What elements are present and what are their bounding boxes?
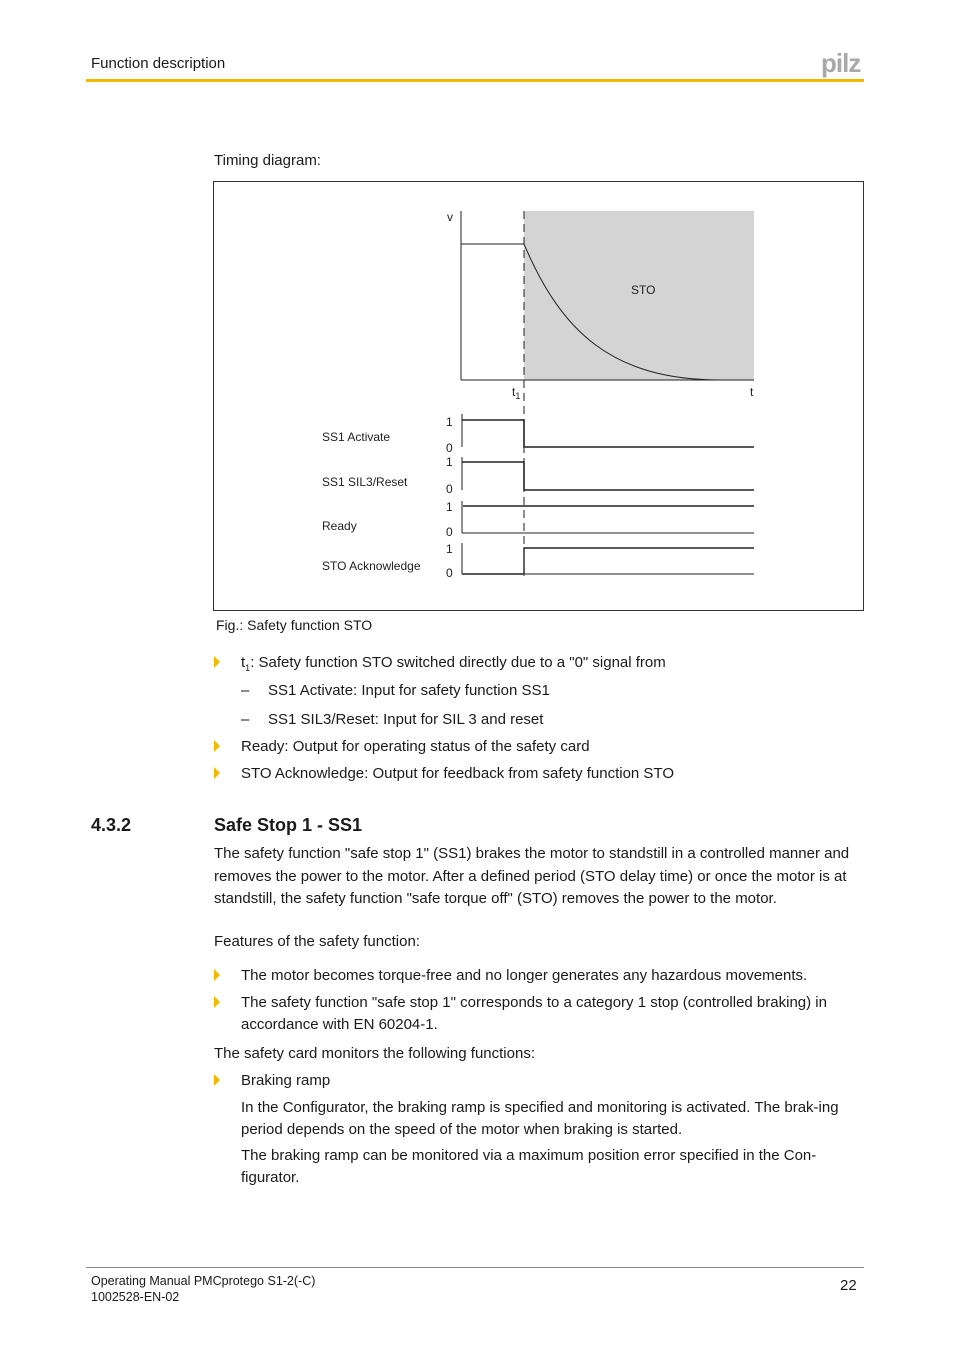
feature-item: The safety function "safe stop 1" corresponds to a category 1 stop (controlled braking) in accordance with EN 60204-1.: [241, 994, 827, 1033]
signal-label-ss1-activate: SS1 Activate: [322, 430, 391, 444]
header-title: Function description: [91, 55, 226, 72]
level-1-label: 1: [446, 455, 453, 469]
bullet-icon: [214, 969, 220, 981]
signal-sto-acknowledge: [462, 548, 754, 574]
pilz-logo: pilz: [821, 48, 861, 78]
timing-diagram-label: Timing diagram:: [214, 152, 321, 169]
list-item-t1: $t_1$: Safety function STO switched directly due to a "0" signal from: [241, 654, 666, 673]
bullet-icon: [214, 767, 220, 779]
signal-ss1-activate: [462, 420, 754, 447]
feature-item: The motor becomes torque-free and no longer generates any hazardous movements.: [241, 967, 808, 984]
bullet-icon: [214, 740, 220, 752]
sub-item: SS1 Activate: Input for safety function SS1: [268, 682, 550, 699]
sto-label: STO: [631, 283, 656, 297]
footer-doc-number: 1002528-EN-02: [91, 1290, 180, 1304]
level-0-label: 0: [446, 566, 453, 580]
monitors-label: The safety card monitors the following functions:: [214, 1045, 535, 1062]
monitor-paragraph: The braking ramp can be monitored via a maximum position error specified in the Con-figurator.: [241, 1147, 817, 1186]
signal-ss1-sil3-reset: [462, 462, 754, 490]
bullet-icon: [214, 1074, 220, 1086]
signal-label-ready: Ready: [322, 519, 357, 533]
section-number: 4.3.2: [91, 815, 132, 835]
signal-label-sto-acknowledge: STO Acknowledge: [322, 559, 421, 573]
list-item: Ready: Output for operating status of the safety card: [241, 738, 590, 755]
level-1-label: 1: [446, 415, 453, 429]
timing-diagram: [213, 181, 864, 611]
t1-label: $t_1$: [512, 385, 521, 401]
header-divider: [86, 79, 864, 82]
monitor-item: Braking ramp: [241, 1072, 331, 1089]
level-0-label: 0: [446, 482, 453, 496]
dash-marker: –: [241, 682, 250, 699]
page-number: 22: [840, 1277, 857, 1294]
monitor-paragraph: In the Configurator, the braking ramp is specified and monitoring is activated. The brak-ing period depends on the speed of the motor when braking is started.: [241, 1099, 839, 1138]
level-0-label: 0: [446, 441, 453, 455]
signal-label-ss1-sil3-reset: SS1 SIL3/Reset: [322, 475, 408, 489]
section-title: Safe Stop 1 - SS1: [214, 815, 363, 835]
dash-marker: –: [241, 711, 250, 728]
features-label: Features of the safety function:: [214, 933, 420, 950]
t-label: t: [750, 385, 754, 399]
figure-caption: Fig.: Safety function STO: [216, 617, 373, 633]
level-1-label: 1: [446, 542, 453, 556]
timing-diagram-svg: [214, 182, 863, 610]
level-0-label: 0: [446, 525, 453, 539]
v-label: v: [447, 210, 453, 224]
list-item: STO Acknowledge: Output for feedback from safety function STO: [241, 765, 675, 782]
bullet-icon: [214, 996, 220, 1008]
footer-doc-info: [91, 1273, 315, 1305]
section-intro: The safety function "safe stop 1" (SS1) brakes the motor to standstill in a controlled manner and removes the power to the motor. After a defined period (STO delay time) or once the motor is at standstill, the safety function "safe torque off" (STO) removes the power to the motor.: [214, 845, 850, 907]
footer-manual-title: Operating Manual PMCprotego S1-2(-C): [91, 1274, 316, 1288]
sub-item: SS1 SIL3/Reset: Input for SIL 3 and reset: [268, 711, 544, 728]
bullet-icon: [214, 656, 220, 668]
level-1-label: 1: [446, 500, 453, 514]
footer-divider: [86, 1267, 864, 1268]
